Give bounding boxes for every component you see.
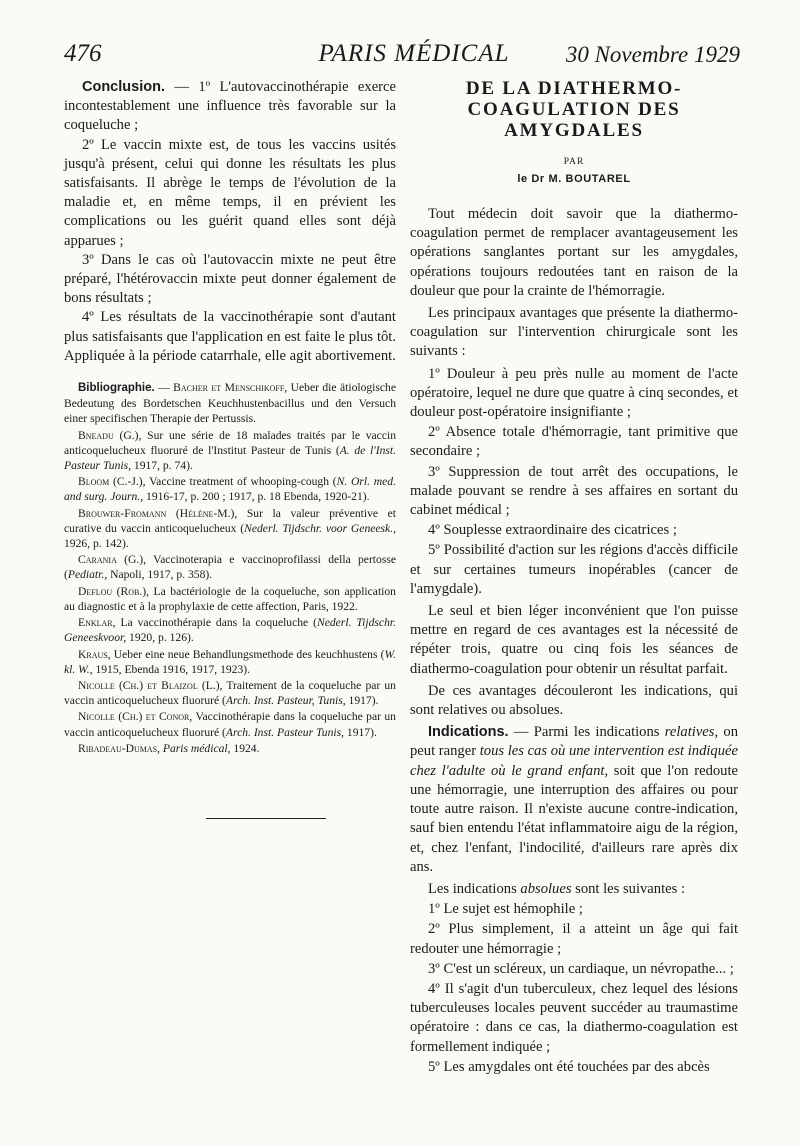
advantage-item: 1º Douleur à peu près nulle au moment de l'acte opératoire, lequel ne dure que quatre à cinq secondes, et douleur post-opératoire insignifiante ;	[410, 365, 738, 421]
bibliography-entry: Bloom (C.-J.), Vaccine treatment of whooping-cough (N. Orl. med. and surg. Journ., 1916-17, p. 200 ; 1917, p. 18 Ebenda, 1920-21).	[64, 475, 396, 504]
bibliography-entry: Deflou (Rob.), La bactériologie de la coqueluche, son application au diagnostic et à la prophylaxie de cette affection, Paris, 1922.	[64, 584, 396, 613]
bibliography-entry: Enklar, La vaccinothérapie dans la coqueluche (Nederl. Tijdschr. Geneeskvoor, 1920, p. 126).	[64, 616, 396, 645]
conclusion-paragraph-3: 3º Dans le cas où l'autovaccin mixte ne peut être préparé, l'hétérovaccin mixte peut donner également de bons résultats ;	[64, 251, 396, 307]
bibliography-entry: Nicolle (Ch.) et Blaizol (L.), Traitement de la coqueluche par un vaccin anticoquelucheux fluoruré (Arch. Inst. Pasteur, Tunis, 1917).	[64, 678, 396, 708]
issue-date: 30 Novembre 1929	[565, 42, 740, 67]
conclusion-paragraph-2: 2º Le vaccin mixte est, de tous les vaccins usités jusqu'à présent, celui qui donne les résultats les plus satisfaisants. Il abrège le temps de l'évolution de la maladie et, en même temps, il en prévient les complications ou les guérit quand elles sont déjà apparues ;	[64, 136, 396, 249]
bibliography-entry: Bneadu (G.), Sur une série de 18 malades traités par le vaccin anticoquelucheux fluoruré de l'Institut Pasteur de Tunis (A. de l'Inst. Pasteur Tunis, 1917, p. 74).	[64, 428, 396, 473]
paragraph: Les indications absolues sont les suivantes :	[428, 880, 686, 897]
bibliography-entry: Kraus, Ueber eine neue Behandlungsmethode des keuchhustens (W. kl. W., 1915, Ebenda 1916, 1917, 1923).	[64, 647, 396, 676]
byline-par: PAR	[563, 157, 585, 167]
indications-paragraph: Indications. — Parmi les indications relatives, on peut ranger tous les cas où une intervention est indiquée chez l'adulte où le grand enfant, soit que l'on redoute une hémorragie, une interruption des affaires ou pour toute autre raison. Il n'existe aucune contre-indication, sauf bien entendu l'état inflammatoire aigu de la région, et, chez l'enfant, l'indocilité, d'ailleurs rare après dix ans.	[410, 724, 739, 875]
paragraph: Le seul et bien léger inconvénient que l'on puisse mettre en regard de ces avantages est la nécessité de répéter trois, quatre ou cinq fois les séances de diathermo-coagulation pour obtenir un résultat parfait.	[410, 603, 738, 677]
running-header	[64, 40, 740, 72]
bibliography-entry: Nicolle (Ch.) et Conor, Vaccinothérapie dans la coqueluche par un vaccin anticoquelucheux fluoruré (Arch. Inst. Pasteur Tunis, 1917).	[64, 710, 396, 739]
paragraph: Les principaux avantages que présente la diathermo-coagulation sur l'intervention chirurgicale sont les suivants :	[410, 305, 738, 360]
paragraph: Tout médecin doit savoir que la diathermo-coagulation permet de remplacer avantageusement les opérations sanglantes portant sur les amygdales, opérations toujours redoutées tant en raison de la douleur que pour la crainte de l'hémorragie.	[410, 206, 738, 299]
advantage-item: 4º Souplesse extraordinaire des cicatrices ;	[428, 522, 677, 539]
conclusion-paragraph-1: Conclusion. — 1º L'autovaccinothérapie exerce incontestablement une influence très favorable sur la coqueluche ;	[64, 79, 396, 134]
indication-item: 5º Les amygdales ont été touchées par des abcès	[428, 1058, 710, 1075]
bibliography	[64, 380, 396, 756]
right-column	[410, 78, 738, 1078]
bibliography-entry: Ribadeau-Dumas, Paris médical, 1924.	[78, 741, 260, 755]
section-divider	[206, 818, 326, 819]
page-number: 476	[64, 40, 102, 67]
journal-title: PARIS MÉDICAL	[318, 40, 510, 67]
advantage-item: 2º Absence totale d'hémorragie, tant primitive que secondaire ;	[410, 424, 738, 460]
bibliography-entry: Brouwer-Fromann (Hélène-M.), Sur la valeur préventive et curative du vaccin anticoquelucheux (Nederl. Tijdschr. voor Geneesk., 1926, p. 142).	[64, 506, 396, 551]
paragraph: De ces avantages découleront les indications, qui sont relatives ou absolues.	[410, 682, 738, 719]
conclusion-heading: Conclusion.	[82, 79, 165, 95]
indications-heading: Indications.	[428, 724, 509, 741]
article-body	[410, 205, 738, 1077]
article-title: DE LA DIATHERMO-COAGULATION DES AMYGDALES	[465, 78, 683, 141]
article-author: le Dr M. BOUTAREL	[517, 173, 631, 185]
indication-item: 4º Il s'agit d'un tuberculeux, chez lequel des lésions tuberculeuses locales peuvent succéder au traumastime opératoire : dans ce cas, la diathermo-coagulation est formellement indiquée ;	[410, 980, 738, 1055]
indication-item: 2º Plus simplement, il a atteint un âge qui fait redouter une hémorragie ;	[410, 921, 738, 957]
indication-item: 1º Le sujet est hémophile ;	[428, 901, 583, 918]
bibliography-entry: Bibliographie. — Bacher et Menschikoff, Ueber die ätiologische Bedeutung des Bordetschen Keuchhustenbacillus und den Versuch einer specifischen Therapie der Pertussis.	[64, 381, 397, 426]
bibliography-heading: Bibliographie.	[78, 382, 155, 395]
indication-item: 3º C'est un scléreux, un cardiaque, un névropathe... ;	[428, 960, 734, 977]
bibliography-entry: Carania (G.), Vaccinoterapia e vaccinoprofilassi della pertosse (Pediatr., Napoli, 1917, p. 358).	[64, 553, 396, 582]
conclusion-paragraph-4: 4º Les résultats de la vaccinothérapie sont d'autant plus satisfaisants que l'application en est faite le plus tôt. Appliquée à la période catarrhale, elle agit abortivement.	[64, 309, 396, 364]
advantage-item: 3º Suppression de tout arrêt des occupations, le malade pouvant se rendre à ses affaires en sortant du cabinet médical ;	[410, 463, 738, 519]
left-column	[64, 78, 396, 819]
advantage-item: 5º Possibilité d'action sur les régions d'accès difficile et sur certaines tumeurs inopérables (cancer de l'amygdale).	[410, 542, 738, 597]
